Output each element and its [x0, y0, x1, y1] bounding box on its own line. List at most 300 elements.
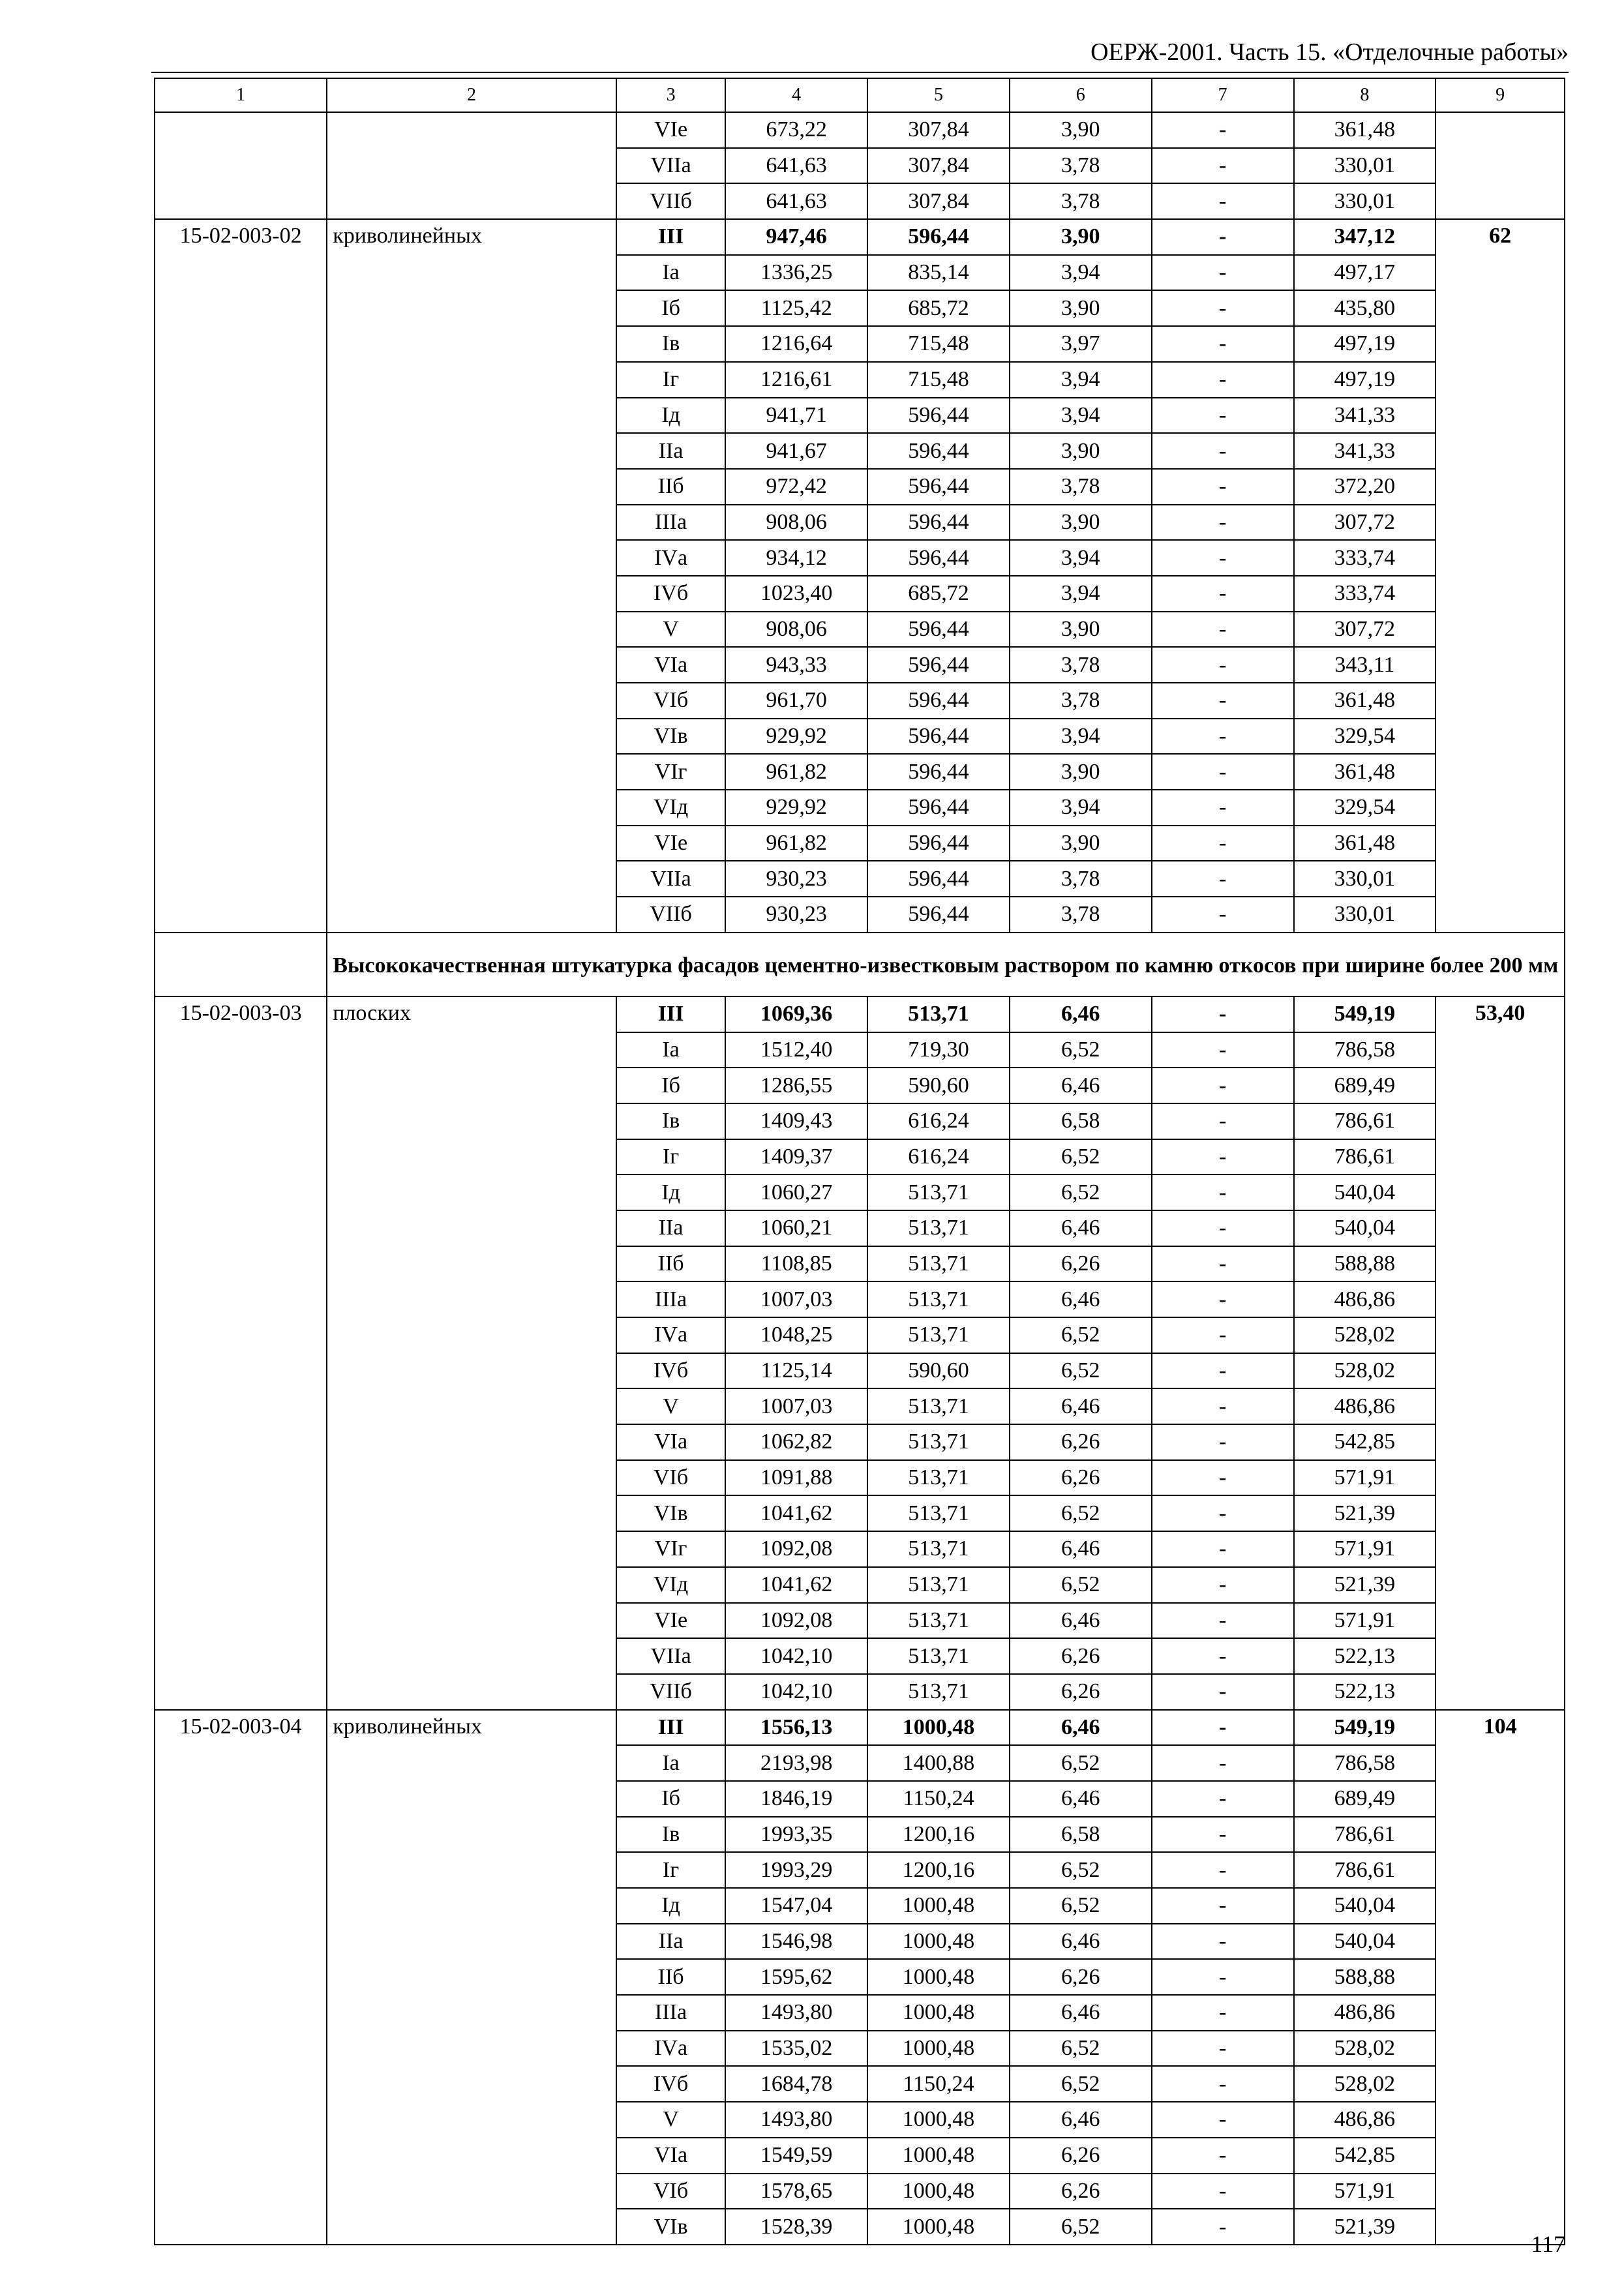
total-cost-cell: 961,82 [725, 826, 867, 861]
machinists-wages-cell: - [1152, 1603, 1294, 1639]
wages-cell: 596,44 [867, 540, 1010, 576]
materials-cell: 307,72 [1294, 505, 1436, 541]
machinists-wages-cell: - [1152, 1888, 1294, 1924]
zone-cell: VIе [616, 1603, 725, 1639]
zone-cell: VIIб [616, 183, 725, 219]
rate-code: 15-02-003-02 [155, 219, 327, 933]
zone-cell: Iд [616, 1888, 725, 1924]
wages-cell: 1000,48 [867, 1710, 1010, 1746]
wages-cell: 1000,48 [867, 2138, 1010, 2174]
wages-cell: 307,84 [867, 183, 1010, 219]
total-cost-cell: 1493,80 [725, 1995, 867, 2031]
materials-cell: 341,33 [1294, 398, 1436, 434]
materials-cell: 522,13 [1294, 1638, 1436, 1674]
machinists-wages-cell: - [1152, 790, 1294, 826]
machines-cell: 6,46 [1010, 2102, 1152, 2138]
wages-cell: 513,71 [867, 1281, 1010, 1317]
total-cost-cell: 1578,65 [725, 2174, 867, 2209]
zone-cell: Iа [616, 1032, 725, 1068]
machinists-wages-cell: - [1152, 1388, 1294, 1424]
machines-cell: 3,94 [1010, 362, 1152, 398]
materials-cell: 521,39 [1294, 2209, 1436, 2245]
wages-cell: 596,44 [867, 897, 1010, 933]
total-cost-cell: 641,63 [725, 148, 867, 184]
section-code-cell [155, 933, 327, 996]
machines-cell: 6,58 [1010, 1817, 1152, 1853]
machinists-wages-cell: - [1152, 576, 1294, 612]
materials-cell: 497,17 [1294, 255, 1436, 291]
materials-cell: 571,91 [1294, 1531, 1436, 1567]
machinists-wages-cell: - [1152, 1959, 1294, 1995]
rate-code: 15-02-003-03 [155, 996, 327, 1710]
materials-cell: 588,88 [1294, 1246, 1436, 1282]
wages-cell: 616,24 [867, 1139, 1010, 1175]
machines-cell: 3,90 [1010, 433, 1152, 469]
wages-cell: 596,44 [867, 433, 1010, 469]
materials-cell: 571,91 [1294, 2174, 1436, 2209]
machinists-wages-cell: - [1152, 683, 1294, 719]
section-heading: Высококачественная штукатурка фасадов цементно-известковым раствором по камню откосов при ширине более 200 мм [327, 933, 1565, 996]
machines-cell: 3,94 [1010, 540, 1152, 576]
total-cost-cell: 1042,10 [725, 1674, 867, 1710]
machinists-wages-cell: - [1152, 2138, 1294, 2174]
zone-cell: IIб [616, 1959, 725, 1995]
zone-cell: VIе [616, 112, 725, 148]
materials-cell: 528,02 [1294, 2066, 1436, 2102]
machinists-wages-cell: - [1152, 433, 1294, 469]
wages-cell: 513,71 [867, 1317, 1010, 1353]
materials-cell: 486,86 [1294, 2102, 1436, 2138]
column-number: 8 [1294, 78, 1436, 112]
total-cost-cell: 1023,40 [725, 576, 867, 612]
machinists-wages-cell: - [1152, 647, 1294, 683]
total-cost-cell: 1042,10 [725, 1638, 867, 1674]
machinists-wages-cell: - [1152, 2209, 1294, 2245]
materials-cell: 549,19 [1294, 1710, 1436, 1746]
materials-cell: 786,58 [1294, 1745, 1436, 1781]
total-cost-cell: 1216,64 [725, 326, 867, 362]
column-number: 3 [616, 78, 725, 112]
total-cost-cell: 1556,13 [725, 1710, 867, 1746]
zone-cell: IVа [616, 1317, 725, 1353]
machines-cell: 6,26 [1010, 1246, 1152, 1282]
wages-cell: 835,14 [867, 255, 1010, 291]
zone-cell: VIд [616, 1567, 725, 1603]
total-cost-cell: 1069,36 [725, 996, 867, 1032]
materials-cell: 786,61 [1294, 1103, 1436, 1139]
machinists-wages-cell: - [1152, 326, 1294, 362]
total-cost-cell: 1091,88 [725, 1460, 867, 1496]
zone-cell: Iа [616, 255, 725, 291]
machinists-wages-cell: - [1152, 1495, 1294, 1531]
machines-cell: 6,46 [1010, 1710, 1152, 1746]
total-cost-cell: 1041,62 [725, 1567, 867, 1603]
machinists-wages-cell: - [1152, 1924, 1294, 1960]
zone-cell: VIб [616, 1460, 725, 1496]
zone-cell: Iг [616, 1852, 725, 1888]
materials-cell: 528,02 [1294, 2031, 1436, 2067]
wages-cell: 513,71 [867, 1210, 1010, 1246]
materials-cell: 435,80 [1294, 290, 1436, 326]
total-cost-cell: 1336,25 [725, 255, 867, 291]
total-cost-cell: 1060,27 [725, 1174, 867, 1210]
total-cost-cell: 1108,85 [725, 1246, 867, 1282]
table-body [155, 78, 1565, 2245]
machinists-wages-cell: - [1152, 826, 1294, 861]
zone-cell: VIIб [616, 1674, 725, 1710]
machines-cell: 3,78 [1010, 148, 1152, 184]
table-row [155, 219, 1565, 255]
materials-cell: 329,54 [1294, 790, 1436, 826]
machines-cell: 6,52 [1010, 1852, 1152, 1888]
machinists-wages-cell: - [1152, 290, 1294, 326]
materials-cell: 786,61 [1294, 1852, 1436, 1888]
wages-cell: 596,44 [867, 826, 1010, 861]
zone-cell: Iд [616, 398, 725, 434]
zone-cell: VIв [616, 719, 725, 755]
machinists-wages-cell: - [1152, 1852, 1294, 1888]
materials-cell: 522,13 [1294, 1674, 1436, 1710]
wages-cell: 513,71 [867, 1567, 1010, 1603]
machines-cell: 6,46 [1010, 996, 1152, 1032]
wages-cell: 513,71 [867, 1495, 1010, 1531]
total-cost-cell: 1062,82 [725, 1424, 867, 1460]
total-cost-cell: 1409,43 [725, 1103, 867, 1139]
materials-cell: 330,01 [1294, 861, 1436, 897]
machines-cell: 6,26 [1010, 1638, 1152, 1674]
materials-cell: 540,04 [1294, 1174, 1436, 1210]
zone-cell: VIIа [616, 1638, 725, 1674]
total-cost-cell: 1092,08 [725, 1531, 867, 1567]
machinists-wages-cell: - [1152, 1638, 1294, 1674]
zone-cell: VIа [616, 2138, 725, 2174]
total-cost-cell: 1528,39 [725, 2209, 867, 2245]
machinists-wages-cell: - [1152, 1424, 1294, 1460]
wages-cell: 616,24 [867, 1103, 1010, 1139]
wages-cell: 513,71 [867, 1246, 1010, 1282]
total-cost-cell: 929,92 [725, 790, 867, 826]
total-cost-cell: 972,42 [725, 469, 867, 505]
materials-cell: 521,39 [1294, 1567, 1436, 1603]
wages-cell: 596,44 [867, 469, 1010, 505]
machines-cell: 6,46 [1010, 1781, 1152, 1817]
machines-cell: 6,46 [1010, 1531, 1152, 1567]
machinists-wages-cell: - [1152, 1210, 1294, 1246]
wages-cell: 685,72 [867, 290, 1010, 326]
zone-cell: III [616, 219, 725, 255]
wages-cell: 1000,48 [867, 2031, 1010, 2067]
wages-cell: 596,44 [867, 790, 1010, 826]
zone-cell: VIв [616, 2209, 725, 2245]
wages-cell: 513,71 [867, 1674, 1010, 1710]
zone-cell: V [616, 612, 725, 648]
materials-cell: 571,91 [1294, 1460, 1436, 1496]
column-number: 7 [1152, 78, 1294, 112]
work-name: криволинейных [327, 1710, 616, 2245]
machinists-wages-cell: - [1152, 1995, 1294, 2031]
work-name: криволинейных [327, 219, 616, 933]
machinists-wages-cell: - [1152, 719, 1294, 755]
wages-cell: 685,72 [867, 576, 1010, 612]
machinists-wages-cell: - [1152, 1567, 1294, 1603]
total-cost-cell: 1595,62 [725, 1959, 867, 1995]
materials-cell: 542,85 [1294, 2138, 1436, 2174]
machines-cell: 3,94 [1010, 790, 1152, 826]
machines-cell: 3,90 [1010, 612, 1152, 648]
page-header: ОЕРЖ-2001. Часть 15. «Отделочные работы» [1090, 38, 1569, 66]
machinists-wages-cell: - [1152, 1246, 1294, 1282]
wages-cell: 596,44 [867, 505, 1010, 541]
labor-cost-cell: 104 [1436, 1710, 1565, 2245]
machines-cell: 3,78 [1010, 469, 1152, 505]
zone-cell: VIIб [616, 897, 725, 933]
materials-cell: 571,91 [1294, 1603, 1436, 1639]
wages-cell: 1000,48 [867, 1959, 1010, 1995]
machinists-wages-cell: - [1152, 1531, 1294, 1567]
machinists-wages-cell: - [1152, 754, 1294, 790]
wages-cell: 513,71 [867, 1460, 1010, 1496]
total-cost-cell: 961,70 [725, 683, 867, 719]
machines-cell: 3,90 [1010, 826, 1152, 861]
machines-cell: 3,90 [1010, 754, 1152, 790]
zone-cell: IVа [616, 2031, 725, 2067]
materials-cell: 333,74 [1294, 540, 1436, 576]
zone-cell: VIг [616, 754, 725, 790]
materials-cell: 333,74 [1294, 576, 1436, 612]
materials-cell: 361,48 [1294, 754, 1436, 790]
machinists-wages-cell: - [1152, 1139, 1294, 1175]
wages-cell: 513,71 [867, 996, 1010, 1032]
total-cost-cell: 1993,35 [725, 1817, 867, 1853]
materials-cell: 786,58 [1294, 1032, 1436, 1068]
wages-cell: 1400,88 [867, 1745, 1010, 1781]
machines-cell: 6,26 [1010, 1424, 1152, 1460]
materials-cell: 542,85 [1294, 1424, 1436, 1460]
machinists-wages-cell: - [1152, 505, 1294, 541]
machinists-wages-cell: - [1152, 540, 1294, 576]
machines-cell: 6,52 [1010, 2031, 1152, 2067]
wages-cell: 513,71 [867, 1174, 1010, 1210]
machinists-wages-cell: - [1152, 996, 1294, 1032]
wages-cell: 596,44 [867, 683, 1010, 719]
total-cost-cell: 1060,21 [725, 1210, 867, 1246]
materials-cell: 497,19 [1294, 326, 1436, 362]
total-cost-cell: 1547,04 [725, 1888, 867, 1924]
materials-cell: 540,04 [1294, 1210, 1436, 1246]
machines-cell: 3,94 [1010, 255, 1152, 291]
wages-cell: 1000,48 [867, 2102, 1010, 2138]
zone-cell: Iб [616, 1068, 725, 1103]
wages-cell: 513,71 [867, 1638, 1010, 1674]
rate-code [155, 112, 327, 219]
zone-cell: IIIа [616, 1281, 725, 1317]
total-cost-cell: 947,46 [725, 219, 867, 255]
wages-cell: 596,44 [867, 719, 1010, 755]
machinists-wages-cell: - [1152, 2174, 1294, 2209]
wages-cell: 596,44 [867, 647, 1010, 683]
machinists-wages-cell: - [1152, 1817, 1294, 1853]
machines-cell: 3,94 [1010, 576, 1152, 612]
total-cost-cell: 1048,25 [725, 1317, 867, 1353]
materials-cell: 540,04 [1294, 1888, 1436, 1924]
machines-cell: 6,26 [1010, 1460, 1152, 1496]
wages-cell: 715,48 [867, 362, 1010, 398]
wages-cell: 513,71 [867, 1388, 1010, 1424]
zone-cell: VIб [616, 683, 725, 719]
zone-cell: Iг [616, 1139, 725, 1175]
wages-cell: 1000,48 [867, 1924, 1010, 1960]
column-number: 1 [155, 78, 327, 112]
zone-cell: IIб [616, 469, 725, 505]
machinists-wages-cell: - [1152, 1032, 1294, 1068]
zone-cell: VIIа [616, 861, 725, 897]
total-cost-cell: 908,06 [725, 505, 867, 541]
machinists-wages-cell: - [1152, 255, 1294, 291]
total-cost-cell: 1512,40 [725, 1032, 867, 1068]
zone-cell: IVб [616, 2066, 725, 2102]
column-number: 6 [1010, 78, 1152, 112]
rate-code: 15-02-003-04 [155, 1710, 327, 2245]
wages-cell: 1200,16 [867, 1817, 1010, 1853]
labor-cost-cell: 62 [1436, 219, 1565, 933]
machines-cell: 6,26 [1010, 2174, 1152, 2209]
machinists-wages-cell: - [1152, 1710, 1294, 1746]
total-cost-cell: 1993,29 [725, 1852, 867, 1888]
wages-cell: 719,30 [867, 1032, 1010, 1068]
total-cost-cell: 1041,62 [725, 1495, 867, 1531]
machines-cell: 6,46 [1010, 1388, 1152, 1424]
zone-cell: VIв [616, 1495, 725, 1531]
zone-cell: IIа [616, 433, 725, 469]
machines-cell: 6,52 [1010, 2209, 1152, 2245]
total-cost-cell: 929,92 [725, 719, 867, 755]
machines-cell: 6,52 [1010, 2066, 1152, 2102]
zone-cell: IVб [616, 576, 725, 612]
total-cost-cell: 1286,55 [725, 1068, 867, 1103]
machines-cell: 3,94 [1010, 398, 1152, 434]
zone-cell: Iв [616, 326, 725, 362]
materials-cell: 497,19 [1294, 362, 1436, 398]
zone-cell: VIа [616, 647, 725, 683]
materials-cell: 347,12 [1294, 219, 1436, 255]
materials-cell: 528,02 [1294, 1353, 1436, 1389]
machines-cell: 3,90 [1010, 112, 1152, 148]
wages-cell: 1000,48 [867, 1995, 1010, 2031]
total-cost-cell: 941,67 [725, 433, 867, 469]
total-cost-cell: 1125,14 [725, 1353, 867, 1389]
machines-cell: 3,90 [1010, 290, 1152, 326]
wages-cell: 1000,48 [867, 2209, 1010, 2245]
wages-cell: 596,44 [867, 612, 1010, 648]
materials-cell: 361,48 [1294, 826, 1436, 861]
wages-cell: 590,60 [867, 1068, 1010, 1103]
machinists-wages-cell: - [1152, 1103, 1294, 1139]
zone-cell: VIб [616, 2174, 725, 2209]
machinists-wages-cell: - [1152, 1174, 1294, 1210]
materials-cell: 588,88 [1294, 1959, 1436, 1995]
machines-cell: 6,58 [1010, 1103, 1152, 1139]
column-number: 9 [1436, 78, 1565, 112]
machinists-wages-cell: - [1152, 362, 1294, 398]
materials-cell: 361,48 [1294, 683, 1436, 719]
machinists-wages-cell: - [1152, 1068, 1294, 1103]
materials-cell: 786,61 [1294, 1139, 1436, 1175]
machines-cell: 6,46 [1010, 1924, 1152, 1960]
column-number: 4 [725, 78, 867, 112]
work-name [327, 112, 616, 219]
zone-cell: IIб [616, 1246, 725, 1282]
total-cost-cell: 930,23 [725, 897, 867, 933]
machines-cell: 3,78 [1010, 683, 1152, 719]
wages-cell: 596,44 [867, 754, 1010, 790]
machinists-wages-cell: - [1152, 1745, 1294, 1781]
zone-cell: Iа [616, 1745, 725, 1781]
wages-cell: 307,84 [867, 148, 1010, 184]
table-row [155, 1710, 1565, 1746]
total-cost-cell: 1535,02 [725, 2031, 867, 2067]
wages-cell: 1150,24 [867, 2066, 1010, 2102]
total-cost-cell: 673,22 [725, 112, 867, 148]
zone-cell: VIд [616, 790, 725, 826]
machines-cell: 6,52 [1010, 1567, 1152, 1603]
total-cost-cell: 1007,03 [725, 1281, 867, 1317]
total-cost-cell: 1546,98 [725, 1924, 867, 1960]
materials-cell: 528,02 [1294, 1317, 1436, 1353]
work-name: плоских [327, 996, 616, 1710]
machines-cell: 6,46 [1010, 1603, 1152, 1639]
machines-cell: 6,46 [1010, 1281, 1152, 1317]
machines-cell: 6,52 [1010, 1353, 1152, 1389]
section-heading-row [155, 933, 1565, 996]
machinists-wages-cell: - [1152, 183, 1294, 219]
materials-cell: 329,54 [1294, 719, 1436, 755]
zone-cell: V [616, 1388, 725, 1424]
machines-cell: 3,97 [1010, 326, 1152, 362]
machines-cell: 6,52 [1010, 1317, 1152, 1353]
machines-cell: 3,94 [1010, 719, 1152, 755]
zone-cell: Iв [616, 1103, 725, 1139]
zone-cell: VIе [616, 826, 725, 861]
wages-cell: 596,44 [867, 219, 1010, 255]
machinists-wages-cell: - [1152, 219, 1294, 255]
materials-cell: 549,19 [1294, 996, 1436, 1032]
machinists-wages-cell: - [1152, 2031, 1294, 2067]
materials-cell: 372,20 [1294, 469, 1436, 505]
materials-cell: 341,33 [1294, 433, 1436, 469]
machinists-wages-cell: - [1152, 861, 1294, 897]
zone-cell: VIIа [616, 148, 725, 184]
zone-cell: Iд [616, 1174, 725, 1210]
zone-cell: Iб [616, 1781, 725, 1817]
zone-cell: III [616, 996, 725, 1032]
zone-cell: IIа [616, 1210, 725, 1246]
total-cost-cell: 2193,98 [725, 1745, 867, 1781]
wages-cell: 513,71 [867, 1531, 1010, 1567]
machines-cell: 6,26 [1010, 1959, 1152, 1995]
materials-cell: 486,86 [1294, 1281, 1436, 1317]
zone-cell: IVа [616, 540, 725, 576]
machines-cell: 3,78 [1010, 647, 1152, 683]
rates-table [154, 78, 1565, 2245]
total-cost-cell: 1216,61 [725, 362, 867, 398]
table-row [155, 996, 1565, 1032]
machinists-wages-cell: - [1152, 1353, 1294, 1389]
machines-cell: 6,52 [1010, 1139, 1152, 1175]
zone-cell: VIа [616, 1424, 725, 1460]
total-cost-cell: 943,33 [725, 647, 867, 683]
total-cost-cell: 908,06 [725, 612, 867, 648]
machines-cell: 6,26 [1010, 2138, 1152, 2174]
